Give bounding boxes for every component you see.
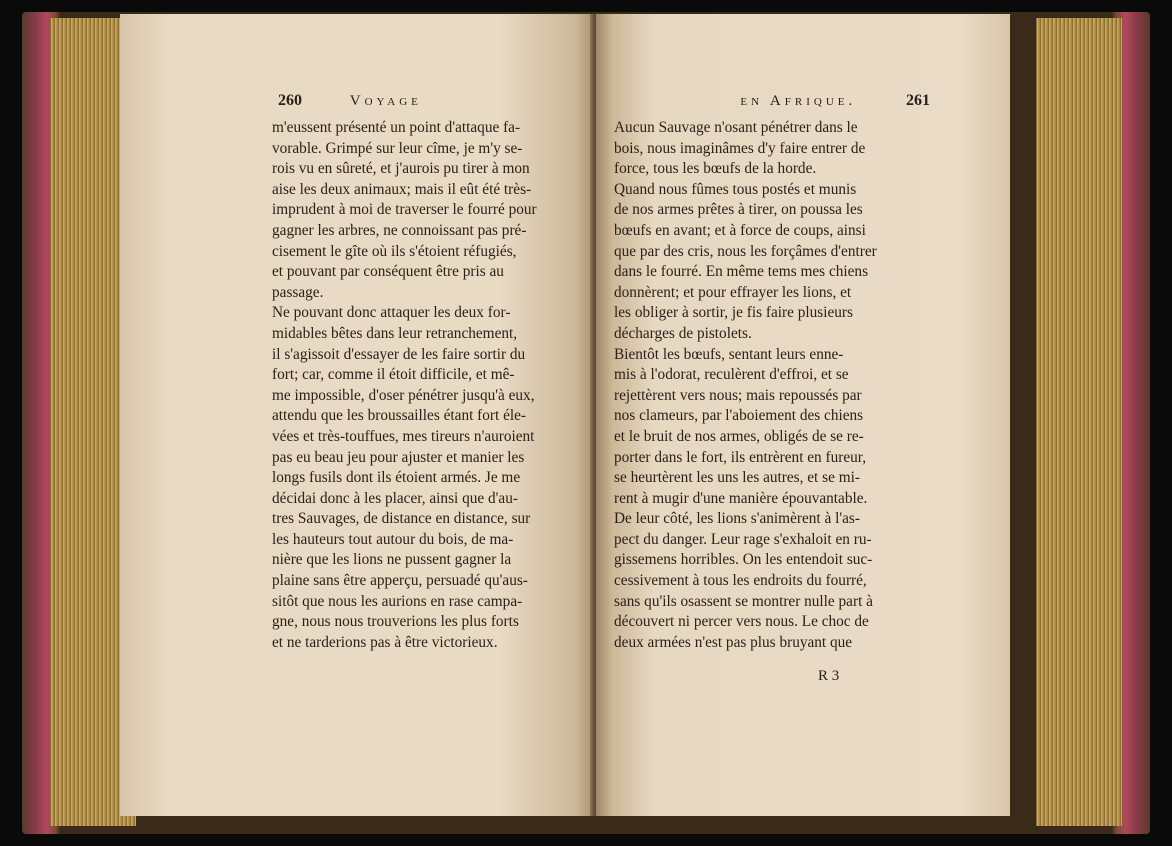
text-line: m'eussent présenté un point d'attaque fa- xyxy=(272,119,521,136)
text-line: gne, nous nous trouverions les plus forts xyxy=(272,613,519,631)
text-line: bois, nous imaginâmes d'y faire entrer de xyxy=(614,139,866,157)
right-page xyxy=(596,14,1010,816)
text-line: rejettèrent vers nous; mais repoussés par xyxy=(614,386,862,404)
text-line: imprudent à moi de traverser le fourré pour xyxy=(272,201,537,219)
text-line: les obliger à sortir, je fis faire plusieurs xyxy=(614,304,853,322)
right-page-header xyxy=(672,92,930,110)
text-line: sitôt que nous les aurions en rase campa- xyxy=(272,592,523,610)
text-line: découvert ni percer vers nous. Le choc de xyxy=(614,613,869,631)
text-line: que par des cris, nous les forçâmes d'entrer xyxy=(614,242,877,260)
text-line: passage. xyxy=(272,283,324,301)
text-line: et ne tarderions pas à être victorieux. xyxy=(272,633,498,651)
text-line: pect du danger. Leur rage s'exhaloit en ru- xyxy=(614,530,872,548)
text-line: De leur côté, les lions s'animèrent à l'as- xyxy=(614,510,860,528)
text-line: deux armées n'est pas plus bruyant que xyxy=(614,633,853,651)
text-line: nos clameurs, par l'aboiement des chiens xyxy=(614,407,864,425)
left-running-head: Voyage xyxy=(349,93,422,109)
text-line: midables bêtes dans leur retranchement, xyxy=(272,324,518,342)
text-line: Bientôt les bœufs, sentant leurs enne- xyxy=(614,345,844,363)
text-line: décharges de pistolets. xyxy=(614,324,752,342)
left-page-number: 260 xyxy=(278,92,302,109)
text-line: sans qu'ils osassent se montrer nulle part à xyxy=(614,592,873,610)
signature-mark: R 3 xyxy=(818,668,840,684)
right-page-text xyxy=(614,118,920,653)
text-line: mis à l'odorat, reculèrent d'effroi, et se xyxy=(614,366,849,384)
text-line: les hauteurs tout autour du bois, de ma- xyxy=(272,530,514,548)
text-line: Quand nous fûmes tous postés et munis xyxy=(614,180,857,198)
text-line: longs fusils dont ils étoient armés. Je me xyxy=(272,469,521,487)
text-line: force, tous les bœufs de la horde. xyxy=(614,160,817,178)
text-line: Ne pouvant donc attaquer les deux for- xyxy=(272,304,511,322)
text-line: vorable. Grimpé sur leur cîme, je m'y se- xyxy=(272,139,523,157)
left-page xyxy=(120,14,594,816)
text-line: me impossible, d'oser pénétrer jusqu'à eux, xyxy=(272,386,535,404)
text-line: tres Sauvages, de distance en distance, sur xyxy=(272,510,531,528)
text-line: et pouvant par conséquent être pris au xyxy=(272,263,504,281)
text-line: cisement le gîte où ils s'étoient réfugiés, xyxy=(272,242,517,260)
text-line: porter dans le fort, ils entrèrent en fureur, xyxy=(614,448,867,466)
text-line: Aucun Sauvage n'osant pénétrer dans le xyxy=(614,119,858,136)
text-line: il s'agissoit d'essayer de les faire sortir du xyxy=(272,345,526,363)
text-line: gissemens horribles. On les entendoit suc- xyxy=(614,551,873,569)
text-line: se heurtèrent les uns les autres, et se mi- xyxy=(614,469,860,487)
text-line: décidai donc à les placer, ainsi que d'au- xyxy=(272,489,518,507)
text-line: bœufs en avant; et à force de coups, ainsi xyxy=(614,221,866,239)
text-line: dans le fourré. En même tems mes chiens xyxy=(614,263,869,281)
text-line: fort; car, comme il étoit difficile, et mê- xyxy=(272,366,515,384)
text-line: gagner les arbres, ne connoissant pas pré- xyxy=(272,221,527,239)
text-line: aise les deux animaux; mais il eût été très- xyxy=(272,180,532,198)
text-line: cessivement à tous les endroits du fourré, xyxy=(614,572,867,590)
text-line: attendu que les broussailles étant fort éle- xyxy=(272,407,527,425)
text-line: plaine sans être apperçu, persuadé qu'aus- xyxy=(272,572,528,590)
right-running-head: en Afrique. xyxy=(740,93,857,109)
text-line: vées et très-touffues, mes tireurs n'auroient xyxy=(272,427,535,445)
text-line: et le bruit de nos armes, obligés de se re- xyxy=(614,427,864,445)
right-page-edges xyxy=(1036,18,1122,826)
text-line: pas eu beau jeu pour ajuster et manier les xyxy=(272,448,525,466)
text-line: rois vu en sûreté, et j'aurois pu tirer à mon xyxy=(272,160,530,178)
text-line: nière que les lions ne pussent gagner la xyxy=(272,551,512,569)
text-line: donnèrent; et pour effrayer les lions, et xyxy=(614,283,852,301)
left-page-header xyxy=(278,92,490,110)
text-line: rent à mugir d'une manière épouvantable. xyxy=(614,489,868,507)
left-page-text xyxy=(272,118,578,653)
text-line: de nos armes prêtes à tirer, on poussa les xyxy=(614,201,863,219)
right-page-number: 261 xyxy=(906,92,930,109)
